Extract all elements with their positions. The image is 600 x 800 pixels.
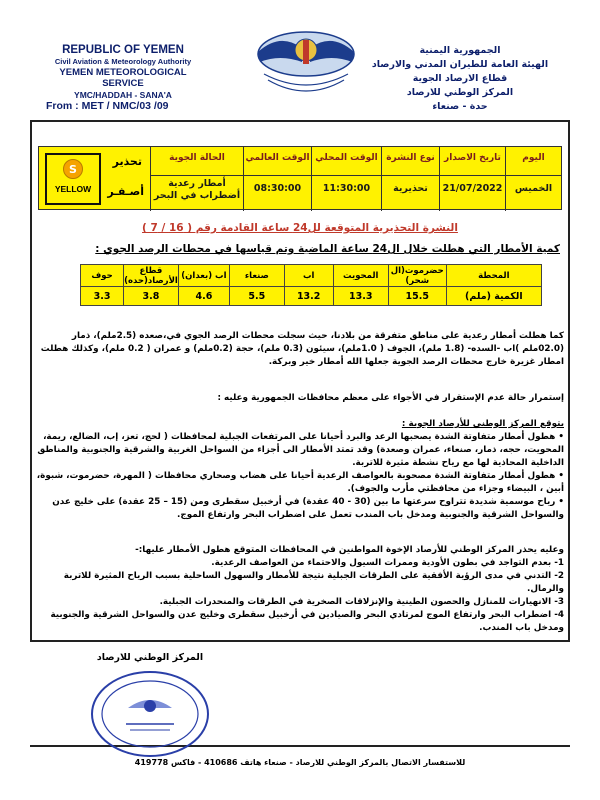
service-name: YEMEN METEOROLOGICAL SERVICE (59, 67, 187, 89)
value-day: الخميس (514, 183, 553, 194)
amount-cell: 3.8 (124, 287, 179, 306)
header-bulletin-type: نوع النشرة (386, 153, 435, 163)
ar-center-name: المركز الوطني للارصاد (406, 87, 514, 98)
official-stamp-icon (88, 668, 212, 760)
header-local-time: الوقت المحلي (315, 153, 378, 163)
warning-badge-cell (39, 147, 151, 211)
header-day: اليوم (522, 153, 545, 163)
amount-cell: 4.6 (178, 287, 229, 306)
warning-info-table (38, 146, 562, 210)
warning-level-ar: أصـفـر (107, 185, 144, 198)
cell-weather-state (151, 147, 243, 211)
warning-label: تحذير (112, 155, 142, 168)
station-cell: صنعاء (229, 265, 284, 287)
station-cell: اب (284, 265, 333, 287)
station-cell: اب (بعدان) (178, 265, 229, 287)
ar-sector-name: قطاع الارصاد الجوية (412, 73, 508, 84)
service-location: YMC/HADDAH - SANA'A (74, 90, 172, 100)
station-cell: حوف (81, 265, 124, 287)
rainfall-section-title: كمية الأمطار التي هطلت خلال ال24 ساعة الماضية وتم قياسها في محطات الرصد الجوي : (95, 243, 560, 255)
advisory-item: 3- الانهيارات للمنازل والحصون الطينية والإنزلاقات الصخرية في الطرقات والمنحدرات الجبلية. (159, 597, 564, 607)
forecast-item: • هطول أمطار متفاوتة الشدة مصحوبة بالعواصف الرعدية أحيانا على هضاب وصحاري محافظات ( المهرة، حضرموت، شبوة، أبين ، البيضاء وجزاء من محافظتي مأرب والجوف). (36, 471, 564, 494)
authority-name: Civil Aviation & Meteorology Authority (54, 57, 192, 66)
observed-rain-paragraph: كما هطلت أمطار رعدية على مناطق متفرقة من بلادنا، حيث سجلت محطات الرصد الجوي في،صعده (2.5ملم)، ذمار (02.0ملم )اب -السده- (1.8 ملم)، الجوف ( 1.0ملم)، سيئون (0.3 ملم)، حجة (0.2ملم) و عمران ( 0.2 ملم)، وكذلك هطلت امطار غزيرة خارج محطات الرصد الجوية جعلها الله أمطار خير وبركة. (40, 331, 564, 367)
header-weather-state: الحالة الجوية (169, 153, 225, 163)
header-english (38, 44, 208, 100)
station-cell: المحويت (333, 265, 388, 287)
advisory-section (32, 544, 564, 635)
instability-paragraph: إستمرار حالة عدم الإستقرار في الأجواء على معظم محافظات الجمهورية وعليه : (217, 393, 564, 403)
signature-label: المركز الوطني للارصاد (96, 652, 204, 663)
ar-republic-title: الجمهورية اليمنية (419, 45, 501, 56)
warning-level-en: YELLOW (54, 184, 92, 194)
table-row (81, 287, 542, 306)
cell-day (505, 147, 561, 211)
republic-title: REPUBLIC OF YEMEN (62, 44, 184, 56)
cell-local-time (311, 147, 381, 211)
right-border (568, 120, 570, 640)
amount-header-cell: الكمية (ملم) (446, 287, 541, 306)
forecast-item: • هطول أمطار متفاوتة الشدة يصحبها الرعد والبرد أحيانا على المرتفعات الجبلية لمحافظات ( لحج، تعز، إب، الضالع، ريمة، المحويت، حجه، ذمار، صنعاء، عمران وصعدة) وقد تمتد الأمطار الى أجزاء من السواحل الغربية والشرقية والجنوبية والمناطق الداخلية المحاذية لها مع رياح نشطة مثيرة للاتربة. (37, 432, 564, 468)
station-header-cell: المحطة (446, 265, 541, 287)
advisory-intro: وعليه يحذر المركز الوطني للأرصاد الإخوة المواطنين في المحافظات المتوقع هطول الأمطار عليها:- (135, 545, 564, 555)
value-bulletin-type: تحذيرية (393, 183, 428, 194)
value-issue-date: 21/07/2022 (442, 183, 503, 194)
header-utc-time: الوقت العالمي (245, 153, 310, 163)
advisory-item: 4- اضطراب البحر وارتفاع الموج لمرتادي البحر والصيادين في أرخبيل سقطرى وخليج عدن والسواحل الشرقية والجنوبية ومدخل باب المندب. (50, 610, 564, 633)
forecast-item: • رياح موسمية شديدة تتراوح سرعتها ما بين (30 - 40 عقدة) في أرخبيل سقطرى ومن (15 – 25 عقدة) على خليج عدن والسواحل الشرقية والجنوبية ومدخل باب المندب تعمل على اضطراب البحر وارتفاع الموج. (52, 497, 564, 520)
ar-location: حدة - صنعاء (432, 101, 488, 112)
station-cell: حضرموت(ال شحر) (388, 265, 446, 287)
value-utc-time: 08:30:00 (253, 183, 302, 194)
warning-badge (45, 153, 101, 205)
rainfall-table (80, 264, 542, 306)
header-issue-date: تاريخ الاصدار (444, 153, 501, 163)
advisory-item: 2- التدني في مدى الرؤية الأفقية على الطرقات الجبلية نتيجة للأمطار والسهول الساحلية بسبب الرياح المثيرة للاتربة والرمال. (63, 571, 564, 594)
cell-bulletin-type (381, 147, 439, 211)
header-arabic (360, 44, 560, 114)
contact-footer: للاستفسار الاتصال بالمركز الوطني للارصاد - صنعاء هاتف 410686 - فاكس 419778 (134, 758, 466, 767)
header-divider (30, 120, 570, 122)
amount-cell: 13.3 (333, 287, 388, 306)
authority-logo-icon (250, 22, 362, 104)
body-bottom-divider (30, 640, 570, 642)
advisory-item: 1- بعدم التواجد في بطون الأودية وممرات السيول والاحتماء من العواصف الرعدية. (211, 558, 564, 568)
amount-cell: 13.2 (284, 287, 333, 306)
amount-cell: 3.3 (81, 287, 124, 306)
station-cell: قطاع الأرصاد(حده) (124, 265, 178, 286)
table-row (81, 265, 542, 287)
value-weather-state: أمطار رعدية أضطراب في البحر (153, 178, 241, 201)
bulletin-title: النشرة التحذيرية المتوقعة لل24 ساعة القادمة رقم ( 16 / 7 ) (142, 222, 458, 234)
ar-authority-name: الهيئة العامة للطيران المدني والارصاد (371, 59, 549, 70)
cell-utc-time (243, 147, 311, 211)
amount-cell: 5.5 (229, 287, 284, 306)
warning-letter-icon: S (63, 159, 83, 179)
amount-cell: 15.5 (388, 287, 446, 306)
forecast-intro: يتوقع المركز الوطني للأرصاد الجوية : (401, 419, 564, 429)
reference-number: From : MET / NMC/03 /09 (46, 100, 169, 112)
cell-issue-date (439, 147, 505, 211)
forecast-section (32, 418, 564, 522)
value-local-time: 11:30:00 (322, 183, 371, 194)
